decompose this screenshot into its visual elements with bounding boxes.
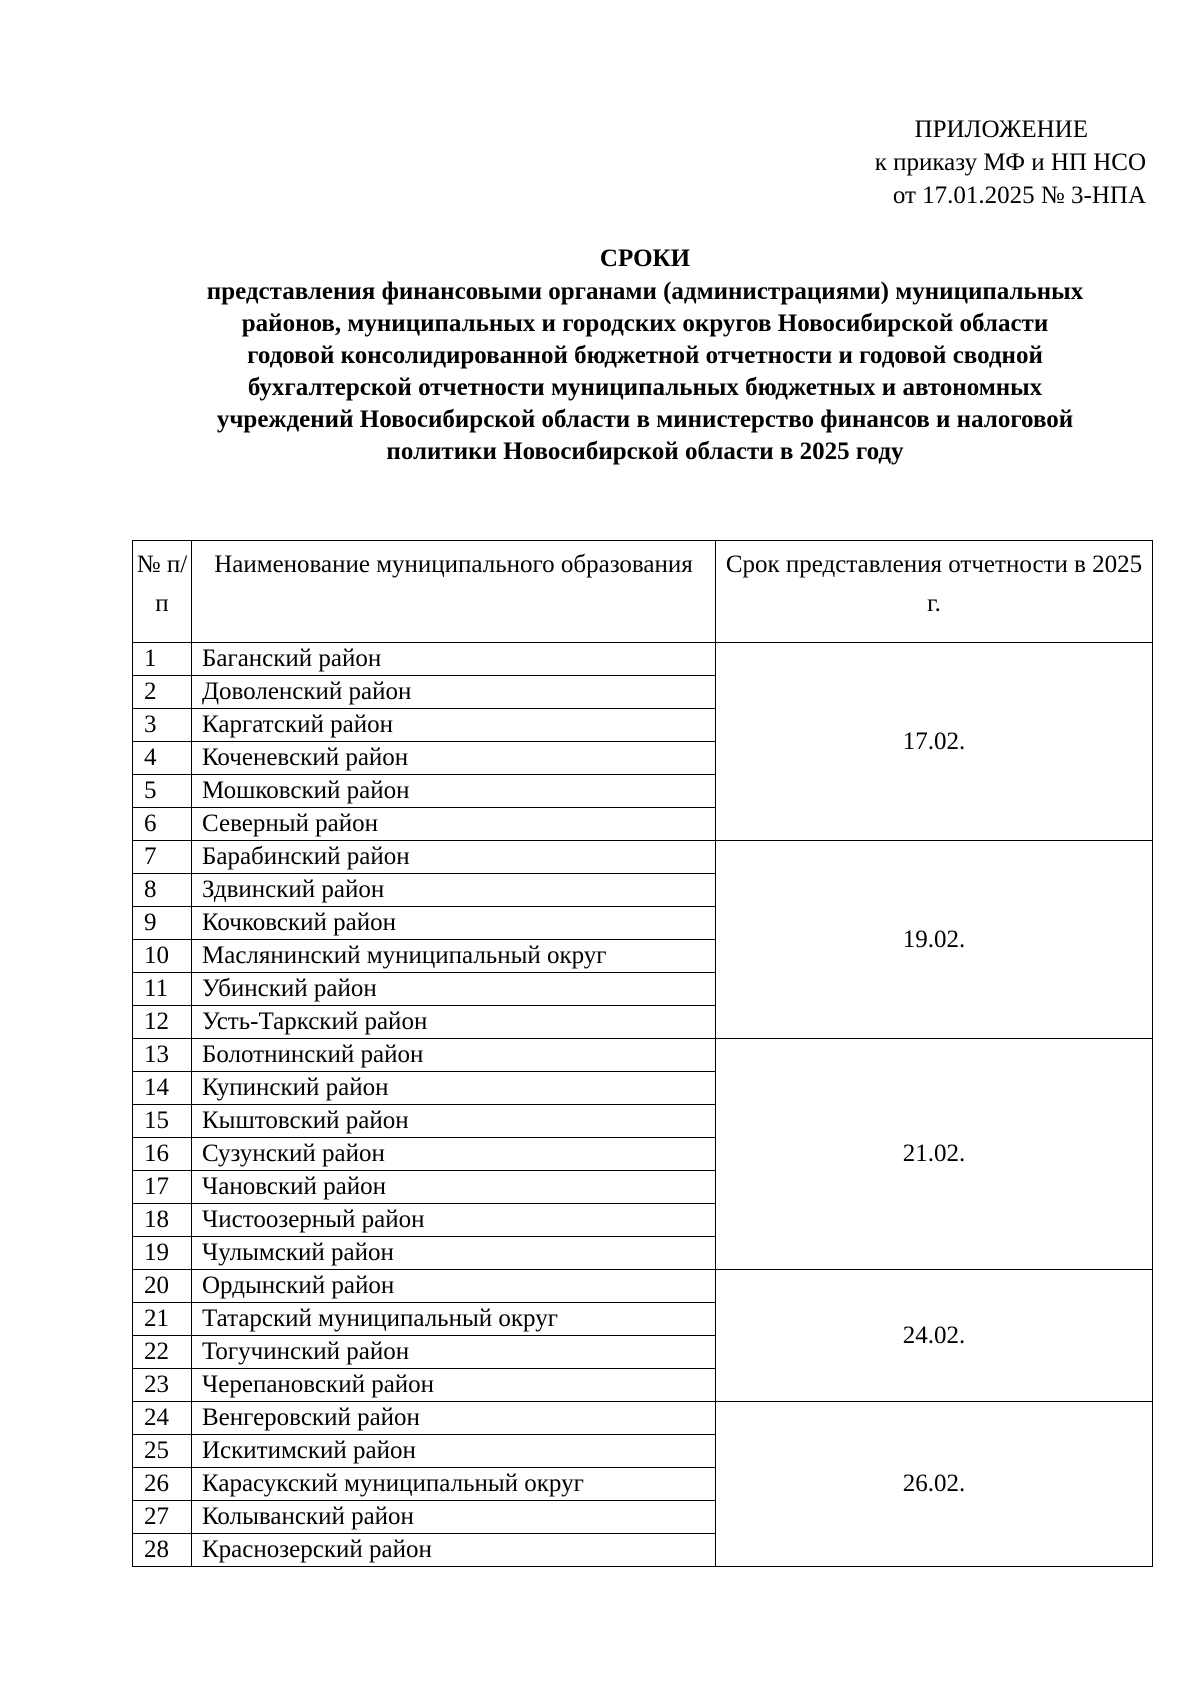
municipality-name: Барабинский район (192, 841, 716, 874)
municipality-name: Карасукский муниципальный округ (192, 1468, 716, 1501)
row-number: 23 (133, 1369, 192, 1402)
row-number: 13 (133, 1039, 192, 1072)
row-number: 27 (133, 1501, 192, 1534)
table-header (133, 541, 1153, 643)
municipality-name: Ордынский район (192, 1270, 716, 1303)
municipality-name: Северный район (192, 808, 716, 841)
municipality-name: Чулымский район (192, 1237, 716, 1270)
municipality-name: Коченевский район (192, 742, 716, 775)
appendix-order-date: от 17.01.2025 № 3-НПА (892, 182, 1146, 209)
row-number: 19 (133, 1237, 192, 1270)
table-row (133, 841, 1153, 874)
deadline-date: 24.02. (716, 1270, 1153, 1402)
municipality-name: Венгеровский район (192, 1402, 716, 1435)
row-number: 24 (133, 1402, 192, 1435)
row-number: 7 (133, 841, 192, 874)
table-body (133, 643, 1153, 1567)
deadline-date: 26.02. (716, 1402, 1153, 1567)
row-number: 26 (133, 1468, 192, 1501)
municipality-name: Колыванский район (192, 1501, 716, 1534)
row-number: 6 (133, 808, 192, 841)
row-number: 16 (133, 1138, 192, 1171)
header-municipality: Наименование муниципального образования (192, 541, 716, 643)
deadline-date: 21.02. (716, 1039, 1153, 1270)
document-title (134, 276, 1156, 468)
table-row (133, 643, 1153, 676)
municipality-name: Сузунский район (192, 1138, 716, 1171)
row-number: 10 (133, 940, 192, 973)
title-line: бухгалтерской отчетности муниципальных бюджетных и автономных (247, 374, 1043, 401)
municipality-name: Болотнинский район (192, 1039, 716, 1072)
appendix-order-ref: к приказу МФ и НП НСО (874, 149, 1146, 176)
municipality-name: Чановский район (192, 1171, 716, 1204)
municipality-name: Чистоозерный район (192, 1204, 716, 1237)
municipality-name: Баганский район (192, 643, 716, 676)
row-number: 11 (133, 973, 192, 1006)
row-number: 17 (133, 1171, 192, 1204)
header-number: № п/п (133, 541, 192, 643)
appendix-block (726, 113, 1146, 212)
row-number: 18 (133, 1204, 192, 1237)
municipality-name: Краснозерский район (192, 1534, 716, 1567)
row-number: 8 (133, 874, 192, 907)
table-row (133, 1039, 1153, 1072)
row-number: 20 (133, 1270, 192, 1303)
municipality-name: Черепановский район (192, 1369, 716, 1402)
deadline-date: 19.02. (716, 841, 1153, 1039)
municipality-name: Здвинский район (192, 874, 716, 907)
row-number: 4 (133, 742, 192, 775)
table-row (133, 1402, 1153, 1435)
row-number: 2 (133, 676, 192, 709)
document-heading: СРОКИ (599, 245, 691, 272)
title-line: учреждений Новосибирской области в министерство финансов и налоговой (216, 406, 1074, 433)
row-number: 3 (133, 709, 192, 742)
row-number: 1 (133, 643, 192, 676)
table-row (133, 1270, 1153, 1303)
municipality-name: Маслянинский муниципальный округ (192, 940, 716, 973)
row-number: 15 (133, 1105, 192, 1138)
row-number: 22 (133, 1336, 192, 1369)
row-number: 12 (133, 1006, 192, 1039)
row-number: 25 (133, 1435, 192, 1468)
municipality-name: Купинский район (192, 1072, 716, 1105)
row-number: 9 (133, 907, 192, 940)
header-row (133, 541, 1153, 643)
title-line: политики Новосибирской области в 2025 году (386, 438, 904, 465)
municipality-name: Кыштовский район (192, 1105, 716, 1138)
row-number: 14 (133, 1072, 192, 1105)
municipality-name: Татарский муниципальный округ (192, 1303, 716, 1336)
deadline-date: 17.02. (716, 643, 1153, 841)
municipality-name: Тогучинский район (192, 1336, 716, 1369)
municipality-name: Каргатский район (192, 709, 716, 742)
header-deadline: Срок представления отчетности в 2025 г. (716, 541, 1153, 643)
appendix-title: ПРИЛОЖЕНИЕ (914, 116, 1088, 143)
municipality-name: Мошковский район (192, 775, 716, 808)
title-line: годовой консолидированной бюджетной отчетности и годовой сводной (247, 342, 1043, 369)
municipality-name: Доволенский район (192, 676, 716, 709)
deadline-table (132, 540, 1153, 1567)
row-number: 21 (133, 1303, 192, 1336)
municipality-name: Искитимский район (192, 1435, 716, 1468)
municipality-name: Кочковский район (192, 907, 716, 940)
title-line: представления финансовыми органами (администрациями) муниципальных (206, 278, 1084, 305)
row-number: 5 (133, 775, 192, 808)
municipality-name: Убинский район (192, 973, 716, 1006)
title-line: районов, муниципальных и городских округов Новосибирской области (241, 310, 1049, 337)
municipality-name: Усть-Таркский район (192, 1006, 716, 1039)
row-number: 28 (133, 1534, 192, 1567)
